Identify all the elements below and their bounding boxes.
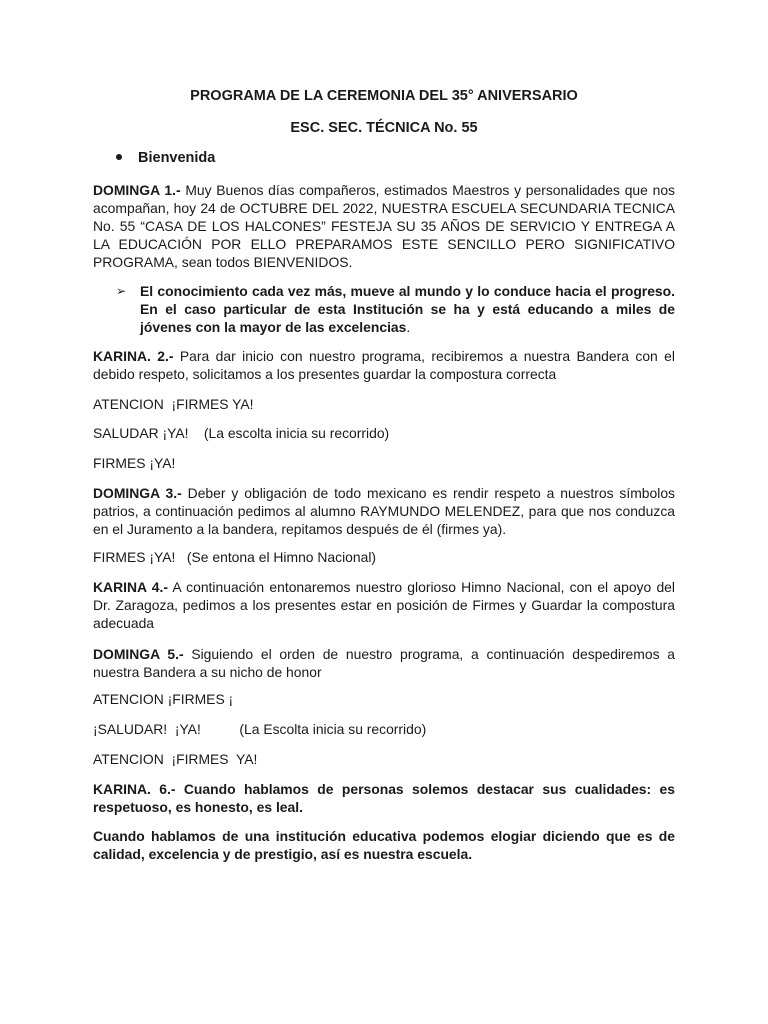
paragraph-dominga-1 — [93, 181, 675, 271]
paragraph-karina-2 — [93, 347, 675, 383]
speaker-label: DOMINGA 1.- — [93, 182, 181, 198]
document-title: PROGRAMA DE LA CEREMONIA DEL 35° ANIVERSARIO — [190, 88, 578, 104]
arrow-bullet-icon: ➢ — [116, 284, 127, 298]
school-title: ESC. SEC. TÉCNICA No. 55 — [290, 120, 478, 136]
paragraph-text: Deber y obligación de todo mexicano es rendir respeto a nuestros símbolos patrios, a continuación pedimos al alumno RAYMUNDO MELENDEZ, para que nos conduzca en el Juramento a la bandera, repitamos después de él (firmes ya). — [93, 485, 676, 537]
command-line: ATENCION ¡FIRMES ¡ — [93, 691, 234, 707]
speaker-label: KARINA. 2.- — [93, 348, 174, 364]
paragraph-text: Para dar inicio con nuestro programa, recibiremos a nuestra Bandera con el debido respeto, solicitamos a los presentes guardar la compostura correcta — [93, 348, 675, 382]
bullet-label: Bienvenida — [138, 150, 216, 166]
command-line: SALUDAR ¡YA! (La escolta inicia su recorrido) — [93, 425, 390, 441]
paragraph-dominga-3 — [93, 484, 675, 538]
speaker-label: KARINA 4.- — [93, 579, 168, 595]
command-line: FIRMES ¡YA! — [93, 455, 176, 471]
paragraph-closing: Cuando hablamos de una institución educativa podemos elogiar diciendo que es de calidad, excelencia y de prestigio, así es nuestra escuela. — [93, 828, 675, 862]
bullet-bienvenida — [116, 150, 215, 166]
paragraph-text: A continuación entonaremos nuestro glorioso Himno Nacional, con el apoyo del Dr. Zaragoza, pedimos a los presentes estar en posición de Firmes y Guardar la compostura adecuada — [93, 579, 675, 631]
paragraph-text: Siguiendo el orden de nuestro programa, a continuación despediremos a nuestra Bandera a su nicho de honor — [93, 646, 675, 680]
paragraph-dominga-5 — [93, 645, 675, 681]
command-line: FIRMES ¡YA! (Se entona el Himno Nacional) — [93, 549, 377, 565]
speaker-label: DOMINGA 3.- — [93, 485, 182, 501]
bullet-dot-icon — [116, 154, 122, 160]
arrow-item-end: . — [406, 319, 411, 335]
arrow-item-text: El conocimiento cada vez más, mueve al mundo y lo conduce hacia el progreso. En el caso particular de esta Institución se ha y está educando a miles de jóvenes con la mayor de las excelencias — [140, 283, 675, 335]
command-line: ¡SALUDAR! ¡YA! (La Escolta inicia su recorrido) — [93, 721, 427, 737]
paragraph-text: Muy Buenos días compañeros, estimados Maestros y personalidades que nos acompañan, hoy 24 de OCTUBRE DEL 2022, NUESTRA ESCUELA SECUNDARIA TECNICA No. 55 “CASA DE LOS HALCONES” FESTEJA SU 35 AÑOS DE SERVICIO Y ENTREGA A LA EDUCACIÓN POR ELLO PREPARAMOS ESTE SENCILLO PERO SIGNIFICATIVO PROGRAMA, sean todos BIENVENIDOS. — [93, 182, 676, 270]
speaker-label: DOMINGA 5.- — [93, 646, 184, 662]
command-line: ATENCION ¡FIRMES YA! — [93, 751, 258, 767]
command-line: ATENCION ¡FIRMES YA! — [93, 396, 254, 412]
paragraph-karina-4 — [93, 578, 675, 632]
arrow-bullet-item — [116, 282, 675, 336]
paragraph-karina-6: KARINA. 6.- Cuando hablamos de personas solemos destacar sus cualidades: es respetuoso, es honesto, es leal. — [93, 781, 675, 815]
